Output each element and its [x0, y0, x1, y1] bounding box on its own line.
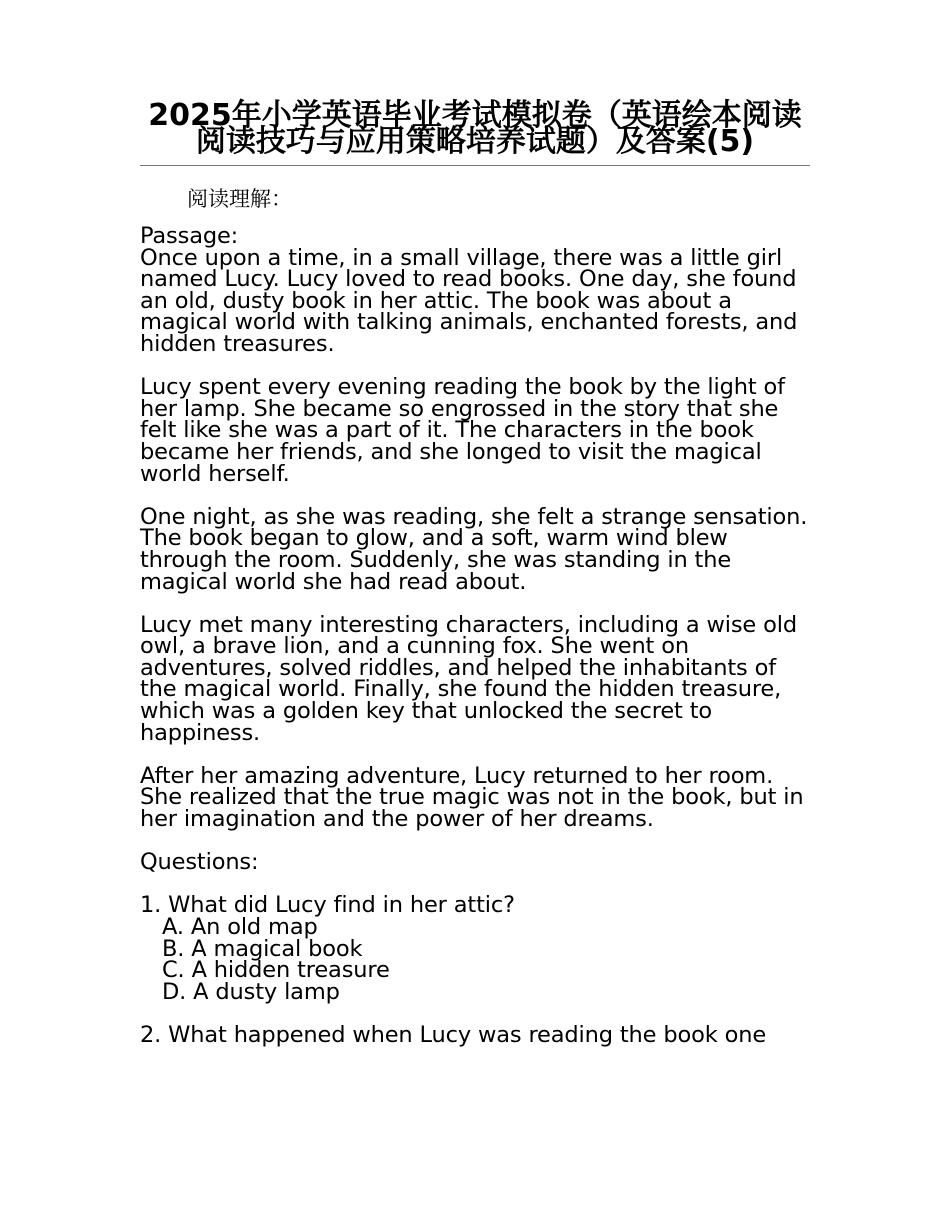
question-2: [140, 1021, 810, 1048]
question-1-option-d: D. A dusty lamp: [162, 978, 340, 1005]
passage-paragraph-2: Lucy spent every evening reading the book by the light of her lamp. She became so engrossed in the story that she felt like she was a part of it. The characters in the book became her friends, and she longed to visit the magical world herself.: [140, 374, 785, 487]
question-1-option-c: C. A hidden treasure: [162, 957, 390, 984]
question-1-text: 1. What did Lucy find in her attic?: [140, 892, 515, 919]
passage-paragraph-5: After her amazing adventure, Lucy returned to her room. She realized that the true magic was not in the book, but in her imagination and the power of her dreams.: [140, 762, 804, 833]
document-title: 2025年小学英语毕业考试模拟卷（英语绘本阅读阅读技巧与应用策略培养试题）及答案(5): [140, 103, 810, 166]
passage-label: Passage:: [140, 223, 239, 249]
question-1-option-b: B. A magical book: [162, 935, 363, 962]
passage-paragraph-3: One night, as she was reading, she felt a strange sensation. The book began to glow, and a soft, warm wind blew through the room. Suddenly, she was standing in the magical world she had read about.: [140, 503, 808, 595]
document-body: [140, 223, 810, 1048]
question-1: [140, 892, 810, 1005]
question-1-options: [140, 914, 810, 1005]
section-heading: 阅读理解：: [187, 187, 292, 211]
document-page: [140, 0, 810, 1068]
passage-paragraph-4: Lucy met many interesting characters, including a wise old owl, a brave lion, and a cunning fox. She went on adventures, solved riddles, and helped the inhabitants of the magical world. Finally, she found the hidden treasure, which was a golden key that unlocked the secret to happiness.: [140, 611, 797, 746]
passage-paragraph-1: Once upon a time, in a small village, there was a little girl named Lucy. Lucy loved to read books. One day, she found an old, dusty book in her attic. The book was about a magical world with talking animals, enchanted forests, and hidden treasures.: [140, 244, 798, 357]
question-1-option-a: A. An old map: [162, 914, 318, 940]
questions-label: Questions:: [140, 849, 259, 876]
question-2-text: 2. What happened when Lucy was reading the book one: [140, 1021, 767, 1048]
